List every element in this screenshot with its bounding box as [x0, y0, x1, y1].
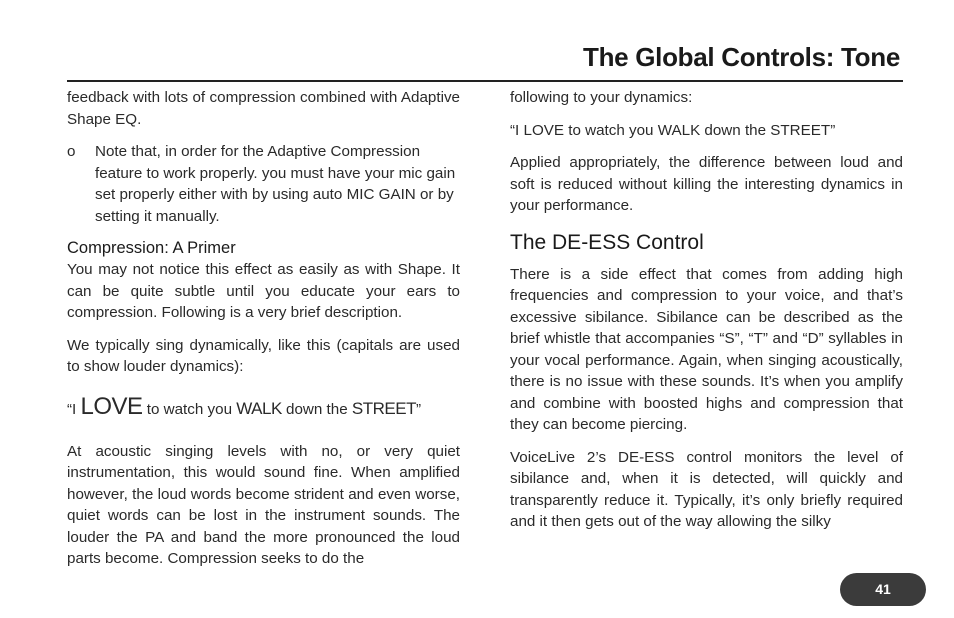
- example-word-street: STREET: [351, 398, 416, 418]
- bullet-item: [67, 141, 460, 227]
- example-close-quote: ”: [415, 400, 422, 418]
- page-number-badge: 41: [840, 573, 926, 606]
- right-column: [510, 87, 903, 544]
- example-word-walk: WALK: [236, 398, 282, 418]
- paragraph: following to your dynamics:: [510, 89, 693, 106]
- example-open-quote: “I: [67, 400, 81, 418]
- example-text: to watch you: [142, 400, 237, 418]
- example-text: down the: [281, 400, 352, 418]
- paragraph: There is a side effect that comes from adding high frequencies and compression to your voice, and that’s excessive sibilance. Sibilance can be described as the brief whistle that accompanies “S”, “T” and “D” syllables in your vocal performance. Again, when singing acoustically, there is no issue with these sounds. It’s when you amplify and combine with boosted highs and compression that they can become piercing.: [510, 265, 903, 433]
- paragraph: At acoustic singing levels with no, or very quiet instrumentation, this would sound fine. When amplified however, the loud words become strident and even worse, quiet words can be lost in the instrument sounds. The louder the PA and band the more pronounced the loud parts become. Compression seeks to do the: [67, 442, 460, 567]
- bullet-text: Note that, in order for the Adaptive Compression feature to work properly. you must have your mic gain set properly either with by using auto MIC GAIN or by setting it manually.: [95, 143, 456, 225]
- paragraph: You may not notice this effect as easily as with Shape. It can be quite subtle until you educate your ears to compression. Following is a very brief description.: [67, 261, 460, 321]
- left-column: [67, 87, 460, 581]
- page-title: The Global Controls: Tone: [582, 42, 900, 72]
- section-heading-de-ess: The DE-ESS Control: [510, 230, 704, 254]
- title-divider: [67, 80, 903, 82]
- bullet-marker: o: [67, 143, 76, 160]
- dynamics-example: [67, 392, 460, 425]
- paragraph: We typically sing dynamically, like this (capitals are used to show louder dynamics):: [67, 336, 460, 375]
- dynamics-example-flat: “I LOVE to watch you WALK down the STREET”: [510, 121, 836, 139]
- example-word-love: LOVE: [80, 392, 143, 420]
- paragraph: feedback with lots of compression combined with Adaptive Shape EQ.: [67, 89, 460, 128]
- paragraph: VoiceLive 2’s DE-ESS control monitors the level of sibilance and, when it is detected, will quickly and transparently reduce it. Typically, it’s only briefly required and it then gets out of the way allowing the silky: [510, 448, 903, 530]
- paragraph: Applied appropriately, the difference between loud and soft is reduced without killing the interesting dynamics in your performance.: [510, 154, 903, 214]
- subheading-compression-primer: Compression: A Primer: [67, 239, 236, 257]
